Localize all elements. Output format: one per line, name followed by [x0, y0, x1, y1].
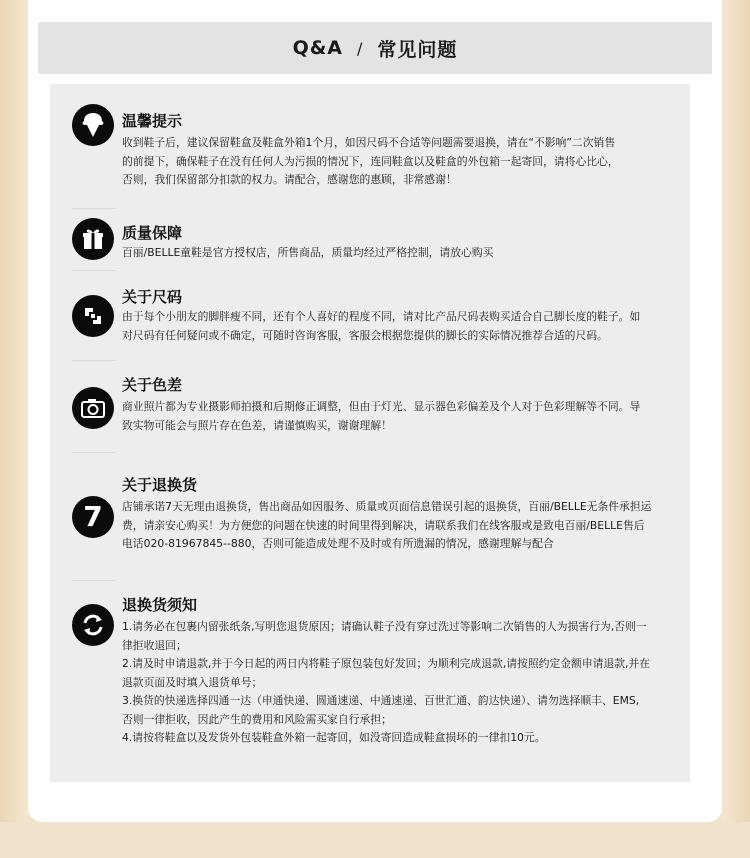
- section-body: [122, 498, 692, 554]
- section-warm-tips: [72, 104, 682, 194]
- section-title: 退换货须知: [122, 596, 198, 614]
- text-line: 的前提下，确保鞋子在没有任何人为污损的情况下，连同鞋盒以及鞋盒的外包箱一起寄回，请将心比心，: [122, 154, 619, 168]
- text-line: 收到鞋子后，建议保留鞋盒及鞋盒外箱1个月，如因尺码不合适等问题需要退换，请在“不影响”二次销售: [122, 136, 616, 149]
- section-returns: [72, 474, 682, 554]
- text-line: 百丽/BELLE童鞋是官方授权店，所售商品，质量均经过严格控制，请放心购买: [122, 246, 494, 259]
- section-body: [122, 398, 692, 435]
- wood-background-bottom: [0, 822, 750, 858]
- section-size: [72, 286, 682, 350]
- divider: [72, 270, 116, 271]
- wood-background-right: [722, 0, 750, 858]
- qa-card: [28, 0, 722, 822]
- section-color: [72, 374, 682, 438]
- divider: [72, 360, 116, 361]
- section-title: 关于尺码: [122, 288, 183, 306]
- gift-icon: [72, 218, 114, 260]
- section-body: [122, 134, 692, 190]
- text-line: 否则，我们保留部分扣款的权力。请配合，感谢您的惠顾，非常感谢！: [122, 173, 457, 186]
- title-cn: 常见问题: [377, 38, 458, 61]
- qa-title-bar: [38, 22, 712, 74]
- ruler-icon: [72, 295, 114, 337]
- text-line: 费，请亲安心购买！为方便您的问题在快速的时间里得到解决，请联系我们在线客服或是致电百丽/BELLE售后: [122, 518, 645, 532]
- section-return-notice: [72, 594, 682, 754]
- title-separator: /: [357, 38, 364, 58]
- section-title: 关于退换货: [122, 476, 198, 494]
- divider: [72, 208, 116, 209]
- section-title: 质量保障: [122, 224, 183, 242]
- text-line: 3.换货的快递选择四通一达（申通快递、圆通速递、中通速递、百世汇通、韵达快递）、请勿选择顺丰、EMS,: [122, 694, 640, 707]
- section-title: 温馨提示: [122, 112, 183, 130]
- text-line: 否则一律拒收，因此产生的费用和风险需买家自行承担；: [122, 712, 392, 726]
- text-line: 致实物可能会与照片存在色差，请谨慎购买，谢谢理解！: [122, 418, 392, 432]
- divider: [72, 580, 116, 581]
- text-line: 2.请及时申请退款,并于今日起的两日内将鞋子原包装包好发回；为顺利完成退款,请按照约定金额申请退款,并在: [122, 657, 651, 670]
- text-line: 对尺码有任何疑问或不确定，可随时咨询客服，客服会根据您提供的脚长的实际情况推荐合适的尺码。: [122, 328, 608, 342]
- text-line: 1.请务必在包裹内留张纸条,写明您退货原因；请确认鞋子没有穿过洗过等影响二次销售的人为损害行为,否则一: [122, 620, 647, 633]
- text-line: 律拒收退回；: [122, 638, 187, 652]
- seven-days-icon: [72, 496, 114, 538]
- section-body: [122, 244, 692, 263]
- text-line: 电话020-81967845--880，否则可能造成处理不及时或有所遗漏的情况，感谢理解与配合: [122, 537, 554, 550]
- text-line: 商业照片都为专业摄影师拍摄和后期修正调整，但由于灯光、显示器色彩偏差及个人对于色彩理解等不同。导: [122, 400, 641, 413]
- divider: [72, 452, 116, 453]
- text-line: 退款页面及时填入退货单号；: [122, 675, 263, 689]
- wood-background-left: [0, 0, 28, 858]
- seven-days-label: 7: [83, 500, 103, 533]
- section-quality: [72, 218, 682, 268]
- refresh-icon: [72, 604, 114, 646]
- text-line: 由于每个小朋友的脚胖瘦不同，还有个人喜好的程度不同，请对比产品尺码表购买适合自己脚长度的鞋子。如: [122, 310, 641, 323]
- ice-cream-icon: [72, 104, 114, 146]
- qa-panel: [50, 84, 690, 782]
- section-body: [122, 618, 692, 748]
- text-line: 店铺承诺7天无理由退换货，售出商品如因服务、质量或页面信息错误引起的退换货，百丽/BELLE无条件承担运: [122, 500, 652, 513]
- title-en: Q&A: [292, 37, 344, 59]
- text-line: 4.请按将鞋盒以及发货外包装鞋盒外箱一起寄回，如没寄回造成鞋盒损坏的一律扣10元。: [122, 731, 546, 744]
- section-body: [122, 308, 692, 345]
- section-title: 关于色差: [122, 376, 183, 394]
- camera-icon: [72, 387, 114, 429]
